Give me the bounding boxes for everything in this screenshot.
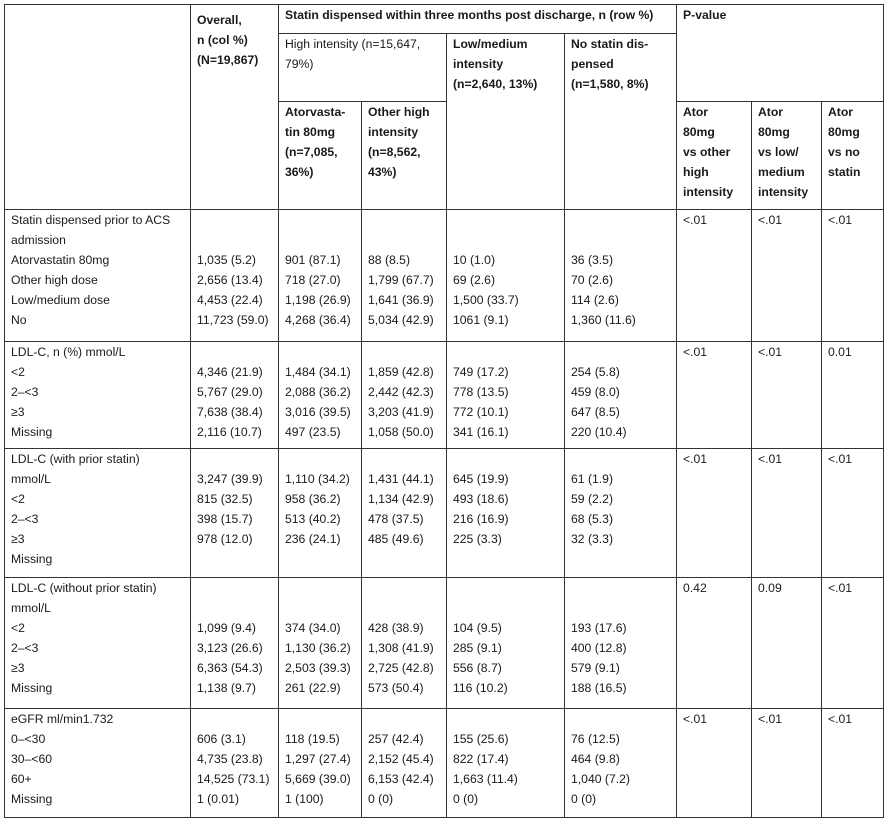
p-value: <.01 [758,213,783,227]
header-line: No statin dis- [571,37,649,51]
value-cell-atorva80 [279,709,362,818]
value: 14,525 (73.1) [197,772,270,786]
value-cell-overall [191,709,279,818]
value: 216 (16.9) [453,512,509,526]
value: 5,767 (29.0) [197,385,263,399]
header-line: statin [828,165,861,179]
value: 1,110 (34.2) [285,472,350,486]
spacer [571,230,670,250]
header-line: intensity [368,125,419,139]
value: 497 (23.5) [285,425,341,439]
header-line: 36%) [285,165,314,179]
value: 68 (5.3) [571,512,614,526]
value: 374 (34.0) [285,621,341,635]
header-pvalue: P-value [677,5,884,102]
section-title: LDL-C, n (%) mmol/L [11,345,126,359]
p-value: 0.09 [758,581,782,595]
p-value: <.01 [758,712,783,726]
value: 647 (8.5) [571,405,620,419]
spacer [571,598,670,618]
value-cell-no-statin [565,449,677,578]
value-cell-other-high [362,709,447,818]
value: 1,484 (34.1) [285,365,351,379]
value: 428 (38.9) [368,621,424,635]
value-cell-overall [191,578,279,709]
value: 104 (9.5) [453,621,502,635]
p-value: 0.01 [828,345,852,359]
value: 32 (3.3) [571,532,614,546]
p-value: <.01 [758,452,783,466]
value: 88 (8.5) [368,253,411,267]
spacer [368,210,440,230]
p-value-cell [822,449,884,578]
section-title: mmol/L [11,601,51,615]
p-value-cell [822,709,884,818]
spacer [453,709,558,729]
value: 2,503 (39.3) [285,661,351,675]
header-empty-corner [5,5,191,210]
spacer [285,598,355,618]
value-cell-low-medium [447,342,565,449]
spacer [197,449,272,469]
spacer [368,709,440,729]
value: 261 (22.9) [285,681,341,695]
p-value-cell [752,342,822,449]
p-value: <.01 [683,345,708,359]
header-line: Atorvasta- [285,105,346,119]
spacer [453,578,558,598]
category-label: Missing [11,792,53,806]
statin-ldl-table [4,4,884,818]
spacer [453,598,558,618]
value: 236 (24.1) [285,532,341,546]
p-value: <.01 [828,452,853,466]
value: 114 (2.6) [571,293,619,307]
value: 459 (8.0) [571,385,620,399]
header-high-intensity [279,34,447,102]
p-value: <.01 [758,345,783,359]
category-label: <2 [11,621,25,635]
category-label: No [11,313,27,327]
section-title: LDL-C (with prior statin) [11,452,140,466]
header-atorvastatin-80mg [279,102,362,210]
value: 749 (17.2) [453,365,509,379]
value: 579 (9.1) [571,661,620,675]
row-label-cell [5,342,191,449]
value: 3,123 (26.6) [197,641,263,655]
value: 1 (100) [285,792,324,806]
p-value-cell [752,449,822,578]
value: 478 (37.5) [368,512,424,526]
header-overall-line: Overall, [197,13,242,27]
value-cell-other-high [362,342,447,449]
section-title: LDL-C (without prior statin) [11,581,157,595]
spacer [285,342,355,362]
value: 11,723 (59.0) [197,313,269,327]
category-label: 2–<3 [11,641,39,655]
category-label: Missing [11,681,53,695]
header-line: (n=8,562, [368,145,421,159]
p-value-cell [822,578,884,709]
value: 978 (12.0) [197,532,253,546]
category-label: Missing [11,425,53,439]
value: 1,040 (7.2) [571,772,630,786]
category-label: <2 [11,492,25,506]
table-header [5,5,884,210]
value: 2,442 (42.3) [368,385,434,399]
value: 2,116 (10.7) [197,425,262,439]
value-cell-no-statin [565,342,677,449]
value: 0 (0) [571,792,597,806]
value: 485 (49.6) [368,532,424,546]
value: 1,134 (42.9) [368,492,434,506]
p-value-cell [677,709,752,818]
value: 1,500 (33.7) [453,293,519,307]
value: 2,656 (13.4) [197,273,263,287]
p-value: <.01 [828,581,853,595]
value: 513 (40.2) [285,512,341,526]
value: 2,725 (42.8) [368,661,434,675]
header-line: High intensity (n=15,647, [285,37,421,51]
spacer [285,449,355,469]
value: 645 (19.9) [453,472,509,486]
p-value-cell [677,449,752,578]
value-cell-atorva80 [279,342,362,449]
value: 1061 (9.1) [453,313,509,327]
p-value-cell [752,578,822,709]
p-value: <.01 [683,452,708,466]
header-line: 80mg [758,125,790,139]
value: 76 (12.5) [571,732,620,746]
value-cell-no-statin [565,709,677,818]
spacer [197,230,272,250]
value: 61 (1.9) [571,472,614,486]
value: 1,297 (27.4) [285,752,351,766]
value: 5,669 (39.0) [285,772,351,786]
value: 2,088 (36.2) [285,385,351,399]
header-line: 43%) [368,165,397,179]
spacer [453,449,558,469]
spacer [285,709,355,729]
value: 4,453 (22.4) [197,293,263,307]
p-value-cell [677,210,752,342]
p-value-cell [677,342,752,449]
value: 772 (10.1) [453,405,509,419]
value: 4,735 (23.8) [197,752,263,766]
spacer [571,709,670,729]
value: 493 (18.6) [453,492,509,506]
value: 155 (25.6) [453,732,509,746]
value: 1,859 (42.8) [368,365,434,379]
p-value: <.01 [683,712,708,726]
value-cell-atorva80 [279,578,362,709]
spacer [571,342,670,362]
header-overall-line: n (col %) [197,33,248,47]
p-value-cell [752,709,822,818]
value: 4,268 (36.4) [285,313,351,327]
header-line: 80mg [828,125,860,139]
category-label: 2–<3 [11,385,39,399]
value: 1,360 (11.6) [571,313,636,327]
header-line: Ator [758,105,784,119]
header-overall [191,5,279,210]
value: 0 (0) [368,792,394,806]
category-label: ≥3 [11,532,25,546]
value-cell-other-high [362,449,447,578]
value: 822 (17.4) [453,752,509,766]
value: 1,308 (41.9) [368,641,434,655]
value: 1,099 (9.4) [197,621,256,635]
p-value-cell [677,578,752,709]
header-line: intensity [758,185,809,199]
category-label: Low/medium dose [11,293,110,307]
value-cell-low-medium [447,210,565,342]
spacer [197,709,272,729]
value: 6,153 (42.4) [368,772,434,786]
header-line: medium [758,165,805,179]
p-value-cell [822,210,884,342]
value: 10 (1.0) [453,253,496,267]
spacer [368,598,440,618]
value: 1 (0.01) [197,792,240,806]
row-label-cell [5,578,191,709]
value-cell-no-statin [565,578,677,709]
spacer [197,210,272,230]
table-section-row [5,449,884,578]
table-body [5,210,884,818]
spacer [285,578,355,598]
value: 285 (9.1) [453,641,502,655]
value-cell-overall [191,342,279,449]
header-line: pensed [571,57,614,71]
value: 341 (16.1) [453,425,509,439]
spacer [453,342,558,362]
value: 59 (2.2) [571,492,614,506]
value: 3,203 (41.9) [368,405,434,419]
value: 1,035 (5.2) [197,253,256,267]
category-label: 2–<3 [11,512,39,526]
header-line: 80mg [683,125,715,139]
category-label: 60+ [11,772,32,786]
value: 901 (87.1) [285,253,341,267]
category-label: <2 [11,365,25,379]
header-line: 79%) [285,57,314,71]
value-cell-atorva80 [279,449,362,578]
value-cell-no-statin [565,210,677,342]
header-p-ator-vs-no-statin [822,102,884,210]
header-no-statin [565,34,677,210]
table-section-row [5,578,884,709]
header-other-high-intensity [362,102,447,210]
p-value: <.01 [828,213,853,227]
value: 1,663 (11.4) [453,772,518,786]
table-section-row [5,709,884,818]
value: 70 (2.6) [571,273,614,287]
p-value: 0.42 [683,581,707,595]
p-value-cell [822,342,884,449]
value: 573 (50.4) [368,681,424,695]
p-value: <.01 [828,712,853,726]
value: 5,034 (42.9) [368,313,434,327]
table-section-row [5,210,884,342]
value: 3,016 (39.5) [285,405,351,419]
spacer [571,210,670,230]
spacer [571,578,670,598]
row-label-cell [5,709,191,818]
value: 958 (36.2) [285,492,341,506]
table-section-row [5,342,884,449]
value: 6,363 (54.3) [197,661,263,675]
value-cell-other-high [362,210,447,342]
value: 1,130 (36.2) [285,641,351,655]
spacer [197,342,272,362]
header-p-ator-vs-other-high [677,102,752,210]
category-label: ≥3 [11,661,25,675]
spacer [368,230,440,250]
value-cell-atorva80 [279,210,362,342]
value: 606 (3.1) [197,732,246,746]
value: 7,638 (38.4) [197,405,263,419]
spacer [368,578,440,598]
value: 118 (19.5) [285,732,340,746]
value: 1,058 (50.0) [368,425,434,439]
value: 1,198 (26.9) [285,293,351,307]
value: 815 (32.5) [197,492,253,506]
value: 116 (10.2) [453,681,508,695]
value: 400 (12.8) [571,641,627,655]
p-value: <.01 [683,213,708,227]
section-title: admission [11,233,66,247]
value-cell-overall [191,449,279,578]
section-title: eGFR ml/min1.732 [11,712,114,726]
header-line: high [683,165,709,179]
header-line: tin 80mg [285,125,336,139]
category-label: Missing [11,552,53,566]
p-value-cell [752,210,822,342]
header-line: vs no [828,145,860,159]
header-line: intensity [453,57,504,71]
header-line: vs other [683,145,731,159]
header-line: Ator [828,105,854,119]
category-label: ≥3 [11,405,25,419]
spacer [197,578,272,598]
value: 1,138 (9.7) [197,681,256,695]
section-title: Statin dispensed prior to ACS [11,213,171,227]
spacer [571,449,670,469]
value: 1,431 (44.1) [368,472,434,486]
value-cell-low-medium [447,709,565,818]
category-label: 0–<30 [11,732,46,746]
row-label-cell [5,210,191,342]
category-label: mmol/L [11,472,51,486]
header-statin-group: Statin dispensed within three months post discharge, n (row %) [279,5,677,34]
category-label: Atorvastatin 80mg [11,253,110,267]
value: 220 (10.4) [571,425,627,439]
value: 193 (17.6) [571,621,627,635]
value-cell-low-medium [447,449,565,578]
value: 225 (3.3) [453,532,502,546]
value: 464 (9.8) [571,752,620,766]
value-cell-low-medium [447,578,565,709]
value: 69 (2.6) [453,273,496,287]
value: 2,152 (45.4) [368,752,434,766]
spacer [368,449,440,469]
value: 1,641 (36.9) [368,293,434,307]
header-line: Low/medium [453,37,528,51]
row-label-cell [5,449,191,578]
value: 0 (0) [453,792,479,806]
spacer [453,210,558,230]
category-label: Other high dose [11,273,98,287]
value: 3,247 (39.9) [197,472,263,486]
value: 4,346 (21.9) [197,365,263,379]
value: 254 (5.8) [571,365,620,379]
header-line: intensity [683,185,734,199]
header-line: (n=1,580, 8%) [571,77,649,91]
spacer [285,230,355,250]
spacer [285,210,355,230]
value-cell-other-high [362,578,447,709]
value: 718 (27.0) [285,273,341,287]
value: 1,799 (67.7) [368,273,434,287]
header-p-ator-vs-low-medium [752,102,822,210]
spacer [368,342,440,362]
value: 36 (3.5) [571,253,614,267]
value: 257 (42.4) [368,732,424,746]
header-line: (n=7,085, [285,145,338,159]
value: 778 (13.5) [453,385,509,399]
category-label: 30–<60 [11,752,53,766]
header-overall-line: (N=19,867) [197,53,259,67]
value: 556 (8.7) [453,661,502,675]
value: 188 (16.5) [571,681,627,695]
spacer [453,230,558,250]
header-low-medium [447,34,565,210]
header-line: vs low/ [758,145,799,159]
header-line: Ator [683,105,709,119]
header-line: Other high [368,105,430,119]
spacer [197,598,272,618]
value-cell-overall [191,210,279,342]
value: 398 (15.7) [197,512,253,526]
header-line: (n=2,640, 13%) [453,77,538,91]
